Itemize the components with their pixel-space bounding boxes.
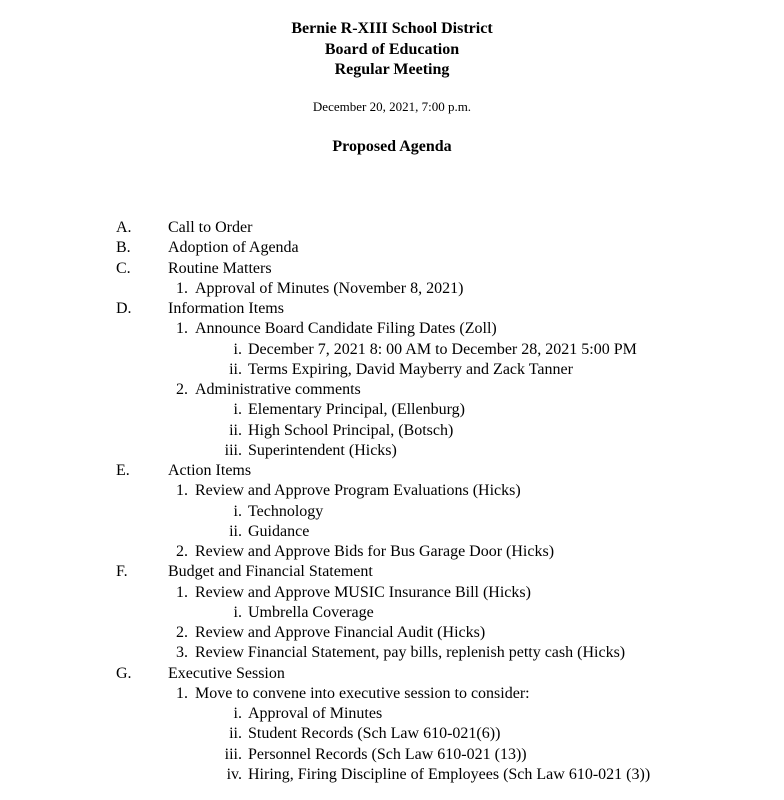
agenda-section-text: Action Items xyxy=(168,462,252,479)
agenda-item-text: Review and Approve Program Evaluations (Hicks) xyxy=(195,482,521,500)
agenda-item-text: Move to convene into executive session to consider: xyxy=(195,684,530,702)
agenda-subitem-label: iv. xyxy=(226,765,242,783)
agenda-item-label: 2. xyxy=(176,624,188,641)
agenda-item-text: Review and Approve Financial Audit (Hicks) xyxy=(195,624,486,641)
agenda-subitem-text: Elementary Principal, (Ellenburg) xyxy=(248,401,465,419)
agenda-subitem-label: i. xyxy=(233,340,242,358)
district-name: Bernie R-XIII School District xyxy=(291,20,493,37)
agenda-title: Proposed Agenda xyxy=(332,138,452,155)
agenda-section-text: Budget and Financial Statement xyxy=(168,563,373,581)
agenda-item-text: Review and Approve MUSIC Insurance Bill (Hicks) xyxy=(195,583,531,601)
agenda-item-text: Review and Approve Bids for Bus Garage Door (Hicks) xyxy=(195,543,555,560)
agenda-subitem-label: ii. xyxy=(229,725,242,743)
agenda-subitem-label: i. xyxy=(233,502,242,520)
agenda-subitem-label: i. xyxy=(233,705,242,722)
agenda-section-text: Adoption of Agenda xyxy=(168,239,299,257)
agenda-subitem-text: Technology xyxy=(248,502,324,520)
agenda-item-label: 1. xyxy=(176,583,188,601)
agenda-item-label: 1. xyxy=(176,482,188,500)
agenda-section-text: Information Items xyxy=(168,300,284,317)
agenda-subitem-text: Personnel Records (Sch Law 610-021 (13)) xyxy=(248,745,527,763)
agenda-subitem-text: Superintendent (Hicks) xyxy=(248,441,397,459)
agenda-item-label: 1. xyxy=(176,279,188,297)
agenda-section-label: F. xyxy=(116,563,128,581)
agenda-item-text: Approval of Minutes (November 8, 2021) xyxy=(195,279,464,297)
agenda-subitem-text: Terms Expiring, David Mayberry and Zack Tanner xyxy=(248,360,573,378)
agenda-section-label: D. xyxy=(116,300,132,317)
agenda-subitem-label: ii. xyxy=(229,421,242,439)
agenda-section-label: B. xyxy=(116,239,131,257)
document-header xyxy=(0,19,784,81)
agenda-item-label: 1. xyxy=(176,320,188,338)
agenda-subitem-label: iii. xyxy=(224,441,242,459)
agenda-section-text: Executive Session xyxy=(168,664,285,682)
agenda-subitem-text: December 7, 2021 8: 00 AM to December 28, 2021 5:00 PM xyxy=(248,340,637,358)
agenda-item-text: Announce Board Candidate Filing Dates (Zoll) xyxy=(195,320,497,338)
meeting-date: December 20, 2021, 7:00 p.m. xyxy=(312,99,472,114)
agenda-item-text: Administrative comments xyxy=(195,381,361,398)
agenda-subitem-label: ii. xyxy=(229,522,242,540)
agenda-item-label: 2. xyxy=(176,381,188,398)
agenda-subitem-text: Student Records (Sch Law 610-021(6)) xyxy=(248,725,501,743)
agenda-section-label: G. xyxy=(116,664,132,682)
agenda-subitem-text: Hiring, Firing Discipline of Employees (Sch Law 610-021 (3)) xyxy=(248,765,651,783)
agenda-subitem-label: iii. xyxy=(224,745,242,763)
agenda-item-label: 1. xyxy=(176,684,188,702)
agenda-subitem-text: High School Principal, (Botsch) xyxy=(248,421,454,439)
agenda-item-text: Review Financial Statement, pay bills, replenish petty cash (Hicks) xyxy=(195,644,626,662)
agenda-subitem-text: Umbrella Coverage xyxy=(248,603,374,621)
agenda-subitem-text: Approval of Minutes xyxy=(248,705,383,722)
agenda-item-label: 2. xyxy=(176,543,188,560)
agenda-subitem-label: i. xyxy=(233,603,242,621)
agenda-subitem-text: Guidance xyxy=(248,522,310,540)
agenda-item-label: 3. xyxy=(176,644,188,662)
agenda-section-label: E. xyxy=(116,462,130,479)
agenda-section-text: Call to Order xyxy=(168,219,253,236)
meeting-type: Regular Meeting xyxy=(334,61,450,78)
board-name: Board of Education xyxy=(324,40,460,58)
agenda-section-label: C. xyxy=(116,259,131,277)
agenda-subitem-label: i. xyxy=(233,401,242,419)
agenda-section-label: A. xyxy=(116,219,132,236)
agenda-subitem-label: ii. xyxy=(229,360,242,378)
agenda-section-text: Routine Matters xyxy=(168,259,272,277)
